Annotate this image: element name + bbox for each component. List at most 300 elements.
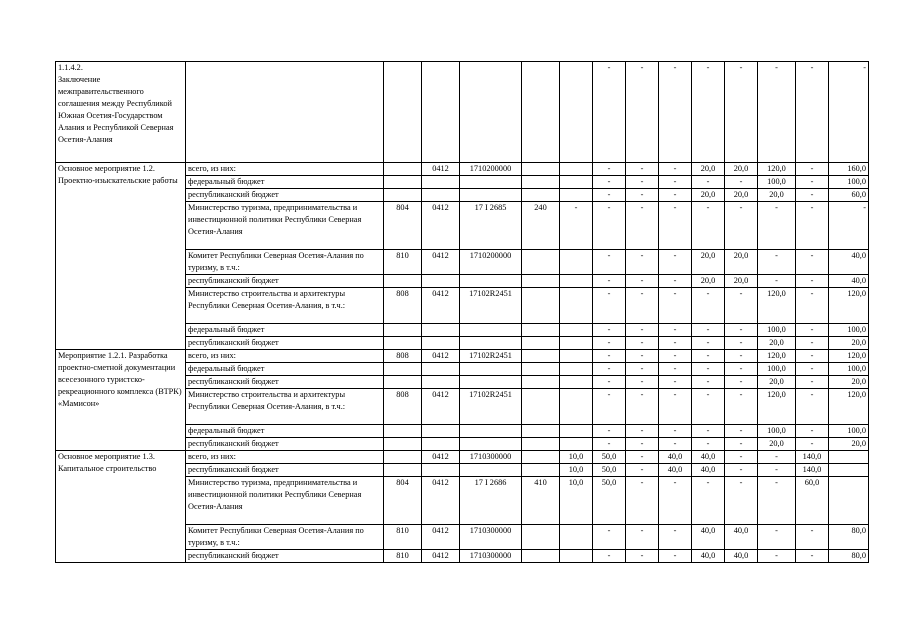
amount-cell: -: [692, 202, 725, 250]
amount-cell: 20,0: [829, 438, 869, 451]
funding-source-cell: республиканский бюджет: [186, 376, 384, 389]
amount-cell: 80,0: [829, 550, 869, 563]
code-cell: 0412: [422, 202, 460, 250]
amount-cell: 160,0: [829, 163, 869, 176]
code-cell: [522, 525, 560, 550]
table-row: [56, 350, 869, 363]
activity-name-cell: Мероприятие 1.2.1. Разработка проектно-сметной документации всесезонного туристско-рекреационного комплекса (ВТРК) «Мамисон»: [56, 350, 186, 451]
amount-cell: -: [659, 288, 692, 324]
code-cell: [522, 550, 560, 563]
code-cell: [384, 451, 422, 464]
amount-cell: -: [626, 176, 659, 189]
code-cell: 0412: [422, 288, 460, 324]
budget-table: [55, 61, 869, 563]
amount-cell: -: [829, 202, 869, 250]
code-cell: [460, 324, 522, 337]
amount-cell: -: [626, 525, 659, 550]
amount-cell: 120,0: [758, 288, 796, 324]
code-cell: [384, 324, 422, 337]
amount-cell: -: [796, 438, 829, 451]
code-cell: 0412: [422, 389, 460, 425]
amount-cell: -: [796, 324, 829, 337]
code-cell: [384, 376, 422, 389]
amount-cell: 40,0: [692, 464, 725, 477]
table-row: [56, 163, 869, 176]
amount-cell: -: [796, 425, 829, 438]
amount-cell: 100,0: [829, 176, 869, 189]
code-cell: [522, 438, 560, 451]
code-cell: [384, 275, 422, 288]
code-cell: [522, 389, 560, 425]
amount-cell: -: [659, 350, 692, 363]
amount-cell: -: [692, 288, 725, 324]
amount-cell: -: [758, 250, 796, 275]
amount-cell: -: [626, 438, 659, 451]
code-cell: [460, 62, 522, 163]
code-cell: 0412: [422, 477, 460, 525]
amount-cell: -: [593, 550, 626, 563]
amount-cell: [560, 389, 593, 425]
code-cell: [384, 464, 422, 477]
amount-cell: 40,0: [692, 451, 725, 464]
code-cell: 1710200000: [460, 250, 522, 275]
amount-cell: 40,0: [692, 525, 725, 550]
code-cell: [384, 62, 422, 163]
amount-cell: 20,0: [692, 250, 725, 275]
amount-cell: 40,0: [692, 550, 725, 563]
amount-cell: -: [796, 288, 829, 324]
amount-cell: -: [593, 189, 626, 202]
amount-cell: 100,0: [758, 324, 796, 337]
activity-name-cell: Основное мероприятие 1.3. Капитальное строительство: [56, 451, 186, 563]
amount-cell: 80,0: [829, 525, 869, 550]
amount-cell: 60,0: [796, 477, 829, 525]
code-cell: [522, 250, 560, 275]
amount-cell: -: [659, 163, 692, 176]
amount-cell: -: [796, 250, 829, 275]
code-cell: 808: [384, 288, 422, 324]
amount-cell: -: [692, 438, 725, 451]
amount-cell: 20,0: [758, 189, 796, 202]
code-cell: [384, 337, 422, 350]
code-cell: 810: [384, 550, 422, 563]
amount-cell: -: [626, 376, 659, 389]
code-cell: 1710300000: [460, 451, 522, 464]
amount-cell: -: [659, 363, 692, 376]
amount-cell: -: [758, 464, 796, 477]
amount-cell: -: [692, 477, 725, 525]
amount-cell: -: [659, 337, 692, 350]
code-cell: [384, 363, 422, 376]
amount-cell: [560, 163, 593, 176]
amount-cell: -: [796, 62, 829, 163]
funding-source-cell: федеральный бюджет: [186, 324, 384, 337]
amount-cell: -: [725, 363, 758, 376]
code-cell: [522, 176, 560, 189]
funding-source-cell: всего, из них:: [186, 350, 384, 363]
amount-cell: -: [560, 202, 593, 250]
amount-cell: [560, 189, 593, 202]
amount-cell: -: [593, 425, 626, 438]
code-cell: 0412: [422, 163, 460, 176]
amount-cell: -: [593, 163, 626, 176]
activity-name-cell: Основное мероприятие 1.2. Проектно-изыскательские работы: [56, 163, 186, 350]
amount-cell: 40,0: [725, 550, 758, 563]
amount-cell: -: [725, 425, 758, 438]
code-cell: 0412: [422, 250, 460, 275]
code-cell: [522, 376, 560, 389]
amount-cell: 20,0: [725, 163, 758, 176]
amount-cell: -: [725, 288, 758, 324]
code-cell: [384, 176, 422, 189]
amount-cell: -: [593, 288, 626, 324]
code-cell: [460, 438, 522, 451]
amount-cell: [560, 62, 593, 163]
amount-cell: -: [626, 275, 659, 288]
amount-cell: -: [659, 275, 692, 288]
amount-cell: -: [692, 176, 725, 189]
amount-cell: -: [725, 451, 758, 464]
amount-cell: [560, 525, 593, 550]
amount-cell: [560, 275, 593, 288]
code-cell: [422, 425, 460, 438]
amount-cell: -: [692, 389, 725, 425]
amount-cell: -: [725, 324, 758, 337]
amount-cell: 50,0: [593, 477, 626, 525]
amount-cell: -: [725, 464, 758, 477]
code-cell: 17 I 2686: [460, 477, 522, 525]
amount-cell: -: [593, 250, 626, 275]
funding-source-cell: Министерство строительства и архитектуры Республики Северная Осетия-Алания, в т.ч.:: [186, 389, 384, 425]
amount-cell: -: [659, 376, 692, 389]
code-cell: [384, 163, 422, 176]
amount-cell: 100,0: [758, 363, 796, 376]
code-cell: [522, 425, 560, 438]
code-cell: 808: [384, 389, 422, 425]
code-cell: [522, 163, 560, 176]
amount-cell: -: [758, 477, 796, 525]
funding-source-cell: республиканский бюджет: [186, 275, 384, 288]
amount-cell: -: [725, 389, 758, 425]
amount-cell: -: [692, 425, 725, 438]
amount-cell: -: [659, 389, 692, 425]
amount-cell: -: [593, 350, 626, 363]
code-cell: [422, 275, 460, 288]
code-cell: 17 I 2685: [460, 202, 522, 250]
code-cell: 0412: [422, 451, 460, 464]
amount-cell: 120,0: [758, 389, 796, 425]
funding-source-cell: республиканский бюджет: [186, 337, 384, 350]
amount-cell: -: [593, 337, 626, 350]
amount-cell: 60,0: [829, 189, 869, 202]
amount-cell: -: [626, 250, 659, 275]
amount-cell: 100,0: [829, 425, 869, 438]
amount-cell: -: [593, 176, 626, 189]
code-cell: 810: [384, 250, 422, 275]
amount-cell: 140,0: [796, 451, 829, 464]
amount-cell: -: [725, 477, 758, 525]
code-cell: [422, 337, 460, 350]
amount-cell: -: [593, 363, 626, 376]
amount-cell: -: [626, 324, 659, 337]
amount-cell: 100,0: [829, 363, 869, 376]
funding-source-cell: республиканский бюджет: [186, 438, 384, 451]
code-cell: [460, 337, 522, 350]
funding-source-cell: Комитет Республики Северная Осетия-Алания по туризму, в т.ч.:: [186, 525, 384, 550]
funding-source-cell: Комитет Республики Северная Осетия-Алания по туризму, в т.ч.:: [186, 250, 384, 275]
code-cell: [522, 363, 560, 376]
code-cell: 17102R2451: [460, 350, 522, 363]
code-cell: [522, 189, 560, 202]
amount-cell: -: [725, 350, 758, 363]
amount-cell: [560, 176, 593, 189]
amount-cell: 40,0: [829, 250, 869, 275]
amount-cell: -: [626, 337, 659, 350]
amount-cell: -: [758, 275, 796, 288]
amount-cell: -: [626, 189, 659, 202]
amount-cell: -: [796, 189, 829, 202]
amount-cell: -: [796, 550, 829, 563]
amount-cell: -: [725, 176, 758, 189]
funding-source-cell: республиканский бюджет: [186, 550, 384, 563]
funding-source-cell: Министерство туризма, предпринимательства и инвестиционной политики Республики Северная Осетия-Алания: [186, 477, 384, 525]
amount-cell: 50,0: [593, 464, 626, 477]
code-cell: 808: [384, 350, 422, 363]
amount-cell: 120,0: [829, 350, 869, 363]
amount-cell: -: [626, 288, 659, 324]
amount-cell: -: [796, 350, 829, 363]
code-cell: 804: [384, 202, 422, 250]
amount-cell: -: [758, 202, 796, 250]
amount-cell: -: [692, 324, 725, 337]
amount-cell: 40,0: [659, 464, 692, 477]
code-cell: [422, 363, 460, 376]
amount-cell: -: [796, 176, 829, 189]
code-cell: 1710200000: [460, 163, 522, 176]
amount-cell: 40,0: [725, 525, 758, 550]
amount-cell: -: [796, 389, 829, 425]
table-row: [56, 62, 869, 163]
code-cell: 410: [522, 477, 560, 525]
amount-cell: [560, 438, 593, 451]
amount-cell: -: [692, 363, 725, 376]
amount-cell: 10,0: [560, 451, 593, 464]
code-cell: 240: [522, 202, 560, 250]
amount-cell: -: [626, 363, 659, 376]
amount-cell: -: [659, 176, 692, 189]
code-cell: [422, 62, 460, 163]
amount-cell: 20,0: [725, 275, 758, 288]
code-cell: 1710300000: [460, 525, 522, 550]
code-cell: [460, 275, 522, 288]
amount-cell: -: [593, 62, 626, 163]
funding-source-cell: федеральный бюджет: [186, 425, 384, 438]
amount-cell: -: [692, 350, 725, 363]
amount-cell: 20,0: [692, 275, 725, 288]
code-cell: [422, 324, 460, 337]
code-cell: 0412: [422, 550, 460, 563]
amount-cell: -: [659, 62, 692, 163]
amount-cell: -: [659, 202, 692, 250]
amount-cell: -: [659, 324, 692, 337]
code-cell: [384, 189, 422, 202]
amount-cell: -: [796, 163, 829, 176]
amount-cell: -: [659, 525, 692, 550]
amount-cell: 100,0: [758, 176, 796, 189]
amount-cell: -: [725, 438, 758, 451]
amount-cell: -: [796, 376, 829, 389]
amount-cell: 120,0: [829, 288, 869, 324]
amount-cell: [560, 337, 593, 350]
code-cell: [522, 324, 560, 337]
amount-cell: -: [758, 525, 796, 550]
amount-cell: 20,0: [758, 376, 796, 389]
code-cell: [422, 438, 460, 451]
amount-cell: -: [796, 202, 829, 250]
code-cell: [522, 275, 560, 288]
code-cell: [384, 425, 422, 438]
amount-cell: -: [659, 189, 692, 202]
amount-cell: -: [659, 438, 692, 451]
funding-source-cell: республиканский бюджет: [186, 464, 384, 477]
amount-cell: [829, 464, 869, 477]
code-cell: 810: [384, 525, 422, 550]
amount-cell: -: [659, 425, 692, 438]
funding-source-cell: федеральный бюджет: [186, 363, 384, 376]
amount-cell: -: [626, 425, 659, 438]
amount-cell: -: [593, 389, 626, 425]
amount-cell: -: [626, 202, 659, 250]
amount-cell: -: [692, 62, 725, 163]
code-cell: [460, 425, 522, 438]
funding-source-cell: республиканский бюджет: [186, 189, 384, 202]
amount-cell: -: [725, 62, 758, 163]
amount-cell: [560, 288, 593, 324]
amount-cell: 40,0: [659, 451, 692, 464]
amount-cell: -: [626, 451, 659, 464]
code-cell: [522, 451, 560, 464]
amount-cell: 120,0: [758, 163, 796, 176]
code-cell: 0412: [422, 525, 460, 550]
code-cell: [460, 363, 522, 376]
code-cell: [422, 176, 460, 189]
amount-cell: 20,0: [829, 337, 869, 350]
amount-cell: 100,0: [758, 425, 796, 438]
amount-cell: -: [692, 376, 725, 389]
amount-cell: 20,0: [692, 163, 725, 176]
amount-cell: 120,0: [758, 350, 796, 363]
amount-cell: -: [725, 202, 758, 250]
amount-cell: -: [593, 376, 626, 389]
amount-cell: -: [796, 275, 829, 288]
amount-cell: -: [593, 324, 626, 337]
amount-cell: -: [758, 550, 796, 563]
code-cell: [460, 376, 522, 389]
amount-cell: [829, 451, 869, 464]
code-cell: 0412: [422, 350, 460, 363]
code-cell: [522, 337, 560, 350]
code-cell: [422, 376, 460, 389]
amount-cell: -: [626, 62, 659, 163]
amount-cell: -: [725, 376, 758, 389]
amount-cell: -: [829, 62, 869, 163]
code-cell: [460, 464, 522, 477]
funding-source-cell: всего, из них:: [186, 451, 384, 464]
amount-cell: [829, 477, 869, 525]
amount-cell: 20,0: [725, 250, 758, 275]
amount-cell: -: [626, 477, 659, 525]
code-cell: 1710300000: [460, 550, 522, 563]
amount-cell: [560, 425, 593, 438]
amount-cell: 120,0: [829, 389, 869, 425]
code-cell: 17102R2451: [460, 389, 522, 425]
amount-cell: 20,0: [725, 189, 758, 202]
amount-cell: 10,0: [560, 464, 593, 477]
amount-cell: -: [659, 550, 692, 563]
activity-name-cell: 1.1.4.2. Заключение межправительственного соглашения между Республикой Южная Осетия-Государством Алания и Республикой Северная Осетия-Алания: [56, 62, 186, 163]
amount-cell: 20,0: [692, 189, 725, 202]
funding-source-cell: Министерство туризма, предпринимательства и инвестиционной политики Республики Северная Осетия-Алания: [186, 202, 384, 250]
amount-cell: -: [659, 477, 692, 525]
code-cell: [422, 189, 460, 202]
code-cell: [460, 189, 522, 202]
amount-cell: -: [659, 250, 692, 275]
amount-cell: -: [593, 525, 626, 550]
amount-cell: -: [796, 525, 829, 550]
amount-cell: -: [796, 363, 829, 376]
funding-source-cell: Министерство строительства и архитектуры Республики Северная Осетия-Алания, в т.ч.:: [186, 288, 384, 324]
code-cell: [522, 350, 560, 363]
amount-cell: [560, 363, 593, 376]
amount-cell: -: [626, 350, 659, 363]
amount-cell: -: [692, 337, 725, 350]
amount-cell: 140,0: [796, 464, 829, 477]
amount-cell: -: [593, 202, 626, 250]
amount-cell: [560, 324, 593, 337]
amount-cell: 100,0: [829, 324, 869, 337]
amount-cell: -: [626, 464, 659, 477]
amount-cell: 10,0: [560, 477, 593, 525]
amount-cell: [560, 350, 593, 363]
amount-cell: 20,0: [758, 438, 796, 451]
code-cell: 804: [384, 477, 422, 525]
code-cell: 17102R2451: [460, 288, 522, 324]
funding-source-cell: [186, 62, 384, 163]
code-cell: [422, 464, 460, 477]
amount-cell: [560, 550, 593, 563]
amount-cell: -: [626, 163, 659, 176]
code-cell: [522, 62, 560, 163]
funding-source-cell: федеральный бюджет: [186, 176, 384, 189]
amount-cell: -: [758, 62, 796, 163]
amount-cell: 50,0: [593, 451, 626, 464]
code-cell: [384, 438, 422, 451]
amount-cell: 20,0: [758, 337, 796, 350]
amount-cell: -: [796, 337, 829, 350]
amount-cell: [560, 250, 593, 275]
table-row: [56, 451, 869, 464]
amount-cell: -: [758, 451, 796, 464]
amount-cell: -: [626, 389, 659, 425]
code-cell: [522, 288, 560, 324]
amount-cell: -: [626, 550, 659, 563]
code-cell: [460, 176, 522, 189]
amount-cell: -: [593, 275, 626, 288]
amount-cell: -: [593, 438, 626, 451]
amount-cell: [560, 376, 593, 389]
amount-cell: -: [725, 337, 758, 350]
amount-cell: 40,0: [829, 275, 869, 288]
